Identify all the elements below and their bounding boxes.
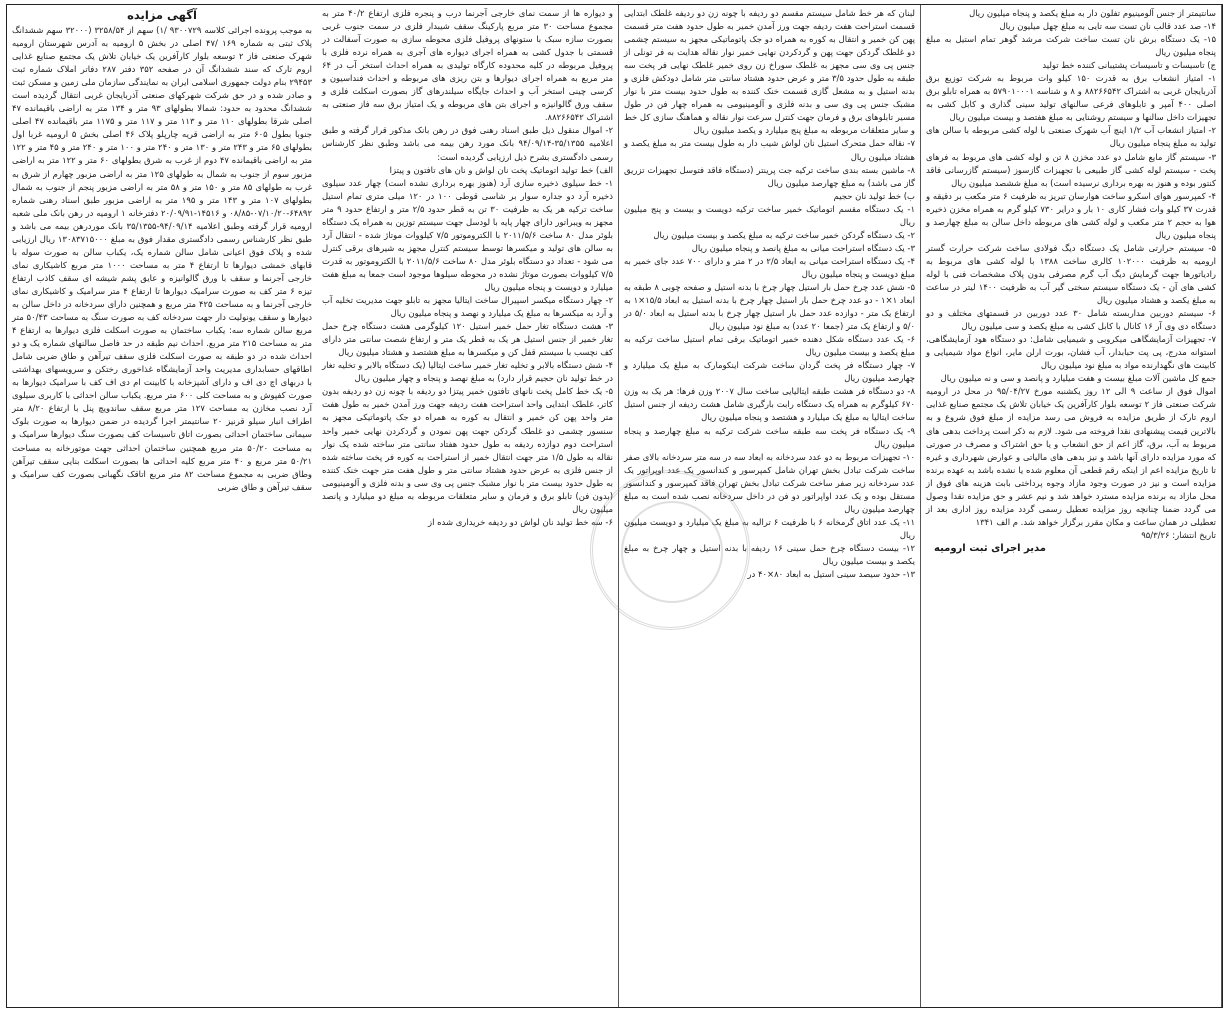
column-3	[619, 5, 921, 1007]
column-3-text: لبنان که هر خط شامل سیستم مقسم دو ردیفه با چونه زن دو ردیفه غلطک ابتدایی قسمت استراحت هفت ردیفه جهت ورز آمدن خمیر به طول حدود هفت متر قسمت پهن کن خمیر و انتقال به کوره به همراه دو جک پاتوماتیکی مجهز به سیستم چشمی دو غلطک گردکن جهت پهن و گردکردن نهایی خمیر نوار نقاله هدایت به فر تونلی از جنس پی وی سی مجهز به غلطک سوراخ زن روی خمیر غلطک نهایی فر پخت سه طبقه به طول حدود ۳/۵ متر و عرض حدود هشتاد سانتی متر شامل دودکش فلزی و بدنه استیل و به مشعل گازی قسمت خنک کننده به طول حدود بیست متر با نوار مشبک جنس پی وی سی و بدنه فلزی و آلومینیومی به همراه چهار فن در طول مسیر تابلوهای برق و فرمان جهت کنترل سرعت نوار نقاله و هماهنگ سازی کل خط و سایر متعلقات مربوطه به مبلغ پنج میلیارد و یکصد میلیون ریال ۷- نقاله حمل متحرک استیل نان لواش شیب دار به طول بیست متر به مبلغ یکصد و هشتاد میلیون ریال ۸- ماشین بسته بندی ساخت ترکیه جت پرینتر (دستگاه فاقد فتوسل تجهیزات تزریق گاز می باشد) به مبلغ چهارصد میلیون ریال ب) خط تولید نان حجیم ۱- یک دستگاه مقسم اتوماتیک خمیر ساخت ترکیه دویست و بیست و پنج میلیون ریال ۲- یک دستگاه گردکن خمیر ساخت ترکیه به مبلغ یکصد و بیست میلیون ریال ۳- یک دستگاه استراحت میانی به مبلغ پانصد و پنجاه میلیون ریال ۴- یک دستگاه استراحت میانی به ابعاد ۲/۵ در ۲ متر و دارای ۷۰۰ عدد جای خمیر به مبلغ دویست و پنجاه میلیون ریال ۵- شش عدد چرخ حمل بار استیل چهار چرخ با بدنه استیل و صفحه چوبی ۸ طبقه به ابعاد ۱×۱ - دو عدد چرخ حمل بار استیل چهار چرخ با بدنه استیل به ابعاد ۱۵/۵×۱ به ارتفاع یک متر - دوازده عدد حمل بار استیل چهار چرخ با بدنه استیل به ابعاد ۵/۰ در ۵/۰ و ارتفاع یک متر (جمعا ۲۰ عدد) به مبلغ نود میلیون ریال ۶- یک عدد دستگاه شکل دهنده خمیر اتوماتیک برقی تمام استیل ساخت ترکیه به مبلغ یکصد و بیست میلیون ریال ۷- چهار دستگاه فر پخت گردان ساخت شرکت اینکومارک به مبلغ یک میلیارد و چهارصد میلیون ریال ۸- دو دستگاه فر هشت طبقه ایتالیایی ساخت سال ۲۰۰۷ وزن فرها: هر یک به وزن ۶۷۰ کیلوگرم به همراه یک دستگاه رابت بارگیری شامل هشت ردیفه از جنس استیل ساخت ایتالیا به مبلغ یک میلیارد و هشتصد و پنجاه میلیون ریال ۹- یک دستگاه فر پخت سه طبقه ساخت شرکت ترکیه به مبلغ چهارصد و پنجاه میلیون ریال ۱۰- تجهیزات مربوط به دو عدد سردخانه به ابعاد سه در سه متر سردخانه بالای صفر ساخت شرکت تبادل بخش تهران شامل کمپرسور و کندانسور یک عدد اوپراتور یک عدد سردخانه زیر صفر ساخت شرکت تبادل بخش تهران فاقد کمپرسور و کندانسور مستقل بوده و یک عدد اواپراتور دو فن در داخل سردخانه نصب شده است به مبلغ چهارصد میلیون ریال ۱۱- یک عدد اتاق گرمخانه ۶ با ظرفیت ۶ ترالیه به مبلغ یک میلیارد و دویست میلیون ریال ۱۲- بیست دستگاه چرخ حمل سینی ۱۶ ردیفه با بدنه استیل و چهار چرخ به مبلغ یکصد و بیست میلیون ریال ۱۳- حدود سیصد سینی استیل به ابعاد ۸۰×۴۰ در	[624, 8, 915, 580]
signature: مدیر اجرای ثبت ارومیه	[934, 542, 1046, 554]
column-1	[7, 5, 317, 1007]
notice-title: آگهی مزایده	[127, 8, 197, 22]
column-4-text: سانتیمتر از جنس آلومینیوم تفلون دار به مبلغ یکصد و پنجاه میلیون ریال ۱۴- صد عدد قالب نان تست سه تایی به مبلغ چهل میلیون ریال ۱۵- یک دستگاه برش نان تست ساخت شرکت مرشد گوهر تمام استیل به مبلغ پنجاه میلیون ریال ج) تاسیسات و تاسیسات پشتیبانی کننده خط تولید ۱- امتیاز انشعاب برق به قدرت ۱۵۰ کیلو وات مربوط به شرکت توزیع برق آذربایجان غربی به اشتراک ۸۸۲۶۶۵۴۲ و ۸ و شناسه ۵۷۹۰۱۰۰۰۱ به همراه تابلو برق اصلی ۴۰۰ آمپر و تابلوهای فرعی سالنهای تولید سینی گذاری و کابل کشی به تجهیزات داخل سالنها و سیستم روشنایی به مبلغ هفتصد و بیست میلیون ریال ۲- امتیاز انشعاب آب ۱/۲ اینچ آب شهرک صنعتی با لوله کشی مربوطه با سالن های تولید به مبلغ پنجاه میلیون ریال ۳- سیستم گاز مایع شامل دو عدد مخزن ۸ تن و لوله کشی های مربوط به فرهای پخت - سیستم لوله کشی گاز طبیعی با تجهیزات گازسوز (سیستم گازرسانی فاقد کنتور بوده و هنوز به بهره برداری نرسیده است) به مبلغ ششصد میلیون ریال ۴- کمپرسور هوای اسکرو ساخت هوارسان تبریز به ظرفیت ۶ متر مکعب بر دقیقه و قدرت ۳۷ کیلو وات فشار کاری ۱۰ بار و درایر ۷۳۰ کیلو گرم به همراه مخزن ذخیره هوا به حجم ۲ متر مکعب و لوله کشی های مربوطه داخل سالن به مبلغ چهارصد و پنجاه میلیون ریال ۵- سیستم حرارتی شامل یک دستگاه دیگ فولادی ساخت شرکت حرارت گستر ارومیه به ظرفیت ۱۰۲۰۰۰ کالری ساخت ۱۳۸۸ با لوله کشی های مربوط به رادیاتورها جهت گرمایش دیگ آب گرم مصرفی بدون پلاک مشخصات فنی با لوله کشی های آن - یک دستگاه سیستم سختی گیر آب به ظرفیت ۱۴۰۰ لیتر در ساعت به مبلغ یکصد و هشتاد میلیون ریال ۶- سیستم دوربین مداربسته شامل ۳۰ عدد دوربین در قسمتهای مختلف و دو دستگاه دی وی آر ۱۶ کانال با کابل کشی به مبلغ یکصد و سی میلیون ریال ۷- تجهیزات آزمایشگاهی میکروبی و شیمیایی شامل: دو دستگاه هود آزمایشگاهی، استوانه مدرج، پی پت حبابدار، آب فشان، بورت ارلن مایر، انواع مواد شیمیایی و کابینت های نگهدارنده مواد به مبلغ نود میلیون ریال جمع کل ماشین آلات مبلغ بیست و هفت میلیارد و پانصد و سی و نه میلیون ریال اموال فوق از ساعت ۹ الی ۱۲ روز یکشنبه مورخ ۹۵/۰۴/۲۷ در محل در ارومیه شرکت صنعتی فاز ۲ توسعه بلوار کارآفرین یک خیابان تلاش یک مجتمع صنایع غذایی اروم تارک از طریق مزایده به فروش می رسد مزایده از مبلغ فوق شروع و به بالاترین قیمت پیشنهادی نقدا فروخته می شود. لازم به ذکر است پرداخت بدهی های مربوط به آب، برق، گاز اعم از حق انشعاب و یا حق اشتراک و مصرف در صورتی که مورد مزایده دارای آنها باشد و نیز بدهی های مالیاتی و عوارض شهرداری و غیره تا تاریخ مزایده اعم از اینکه رقم قطعی آن معلوم شده یا نشده باشد به عهده برنده مزایده است و نیز در صورت وجود مازاد وجوه پرداختی بابت هزینه های فوق از محل مازاد به برنده مزایده مسترد خواهد شد و نیم عشر و حق مزایده نقدا وصول می گردد ضمنا چنانچه روز مزایده تعطیل رسمی گردد مزایده روز اداری بعد از تعطیلی در همان ساعت و مکان مقرر برگزار خواهد شد. م الف ۱۳۴۱ تاریخ انتشار: ۹۵/۳/۲۶	[926, 8, 1216, 540]
column-4	[921, 5, 1222, 1007]
column-2	[317, 5, 619, 1007]
column-2-text: و دیواره ها از سمت نمای خارجی آجرنما درب و پنجره فلزی ارتفاع ۴۰/۲ متر به مجموع مساحت ۳۰ متر مربع پارکینگ سقف شیبدار فلزی در سمت جنوب غربی بصورت سازه سبک با ستونهای پروفیل فلزی محوطه سازی به صورت آسفالت در قسمتی با جدول کشی به همراه اجرای دیواره های آجری به همراه نرده فلزی با پروفیل مربوطه در کلیه محدوده کارگاه تولیدی به همراه احداث استخر آب در ۶۴ متر مربع به همراه اجرای دیوارها و بتن ریزی های مربوطه و احداث فنداسیون و کرسی چینی استخر آب و احداث جایگاه سیلندرهای گاز بصورت اسکلت فلزی و سقف ورق گالوانیزه و اجرای بتن های مربوطه و یک امتیاز برق سه فاز صنعتی به اشتراک ۸۸۲۶۶۵۴۲. ۲- اموال منقول ذیل طبق اسناد رهنی فوق در رهن بانک مذکور قرار گرفته و طبق اعلامیه ۳۵/۱۳۵۵-۹۴/۰۹/۱۴ بانک مورد رهن بیمه می باشد وطبق نظر کارشناس رسمی دادگستری بشرح ذیل ارزیابی گردیده است: الف) خط تولید اتوماتیک پخت نان لواش و نان های تافتون و پیتزا ۱- خط سیلوی ذخیره سازی آرد (هنوز بهره برداری نشده است) چهار عدد سیلوی ذخیره آرد دو جداره سوار بر شاسی قوطی ۱۰۰ در ۱۲۰ میلی متری تمام استیل ساخت ترکیه هر یک به ظرفیت ۳۰ تن به قطر حدود ۲/۵ متر و ارتفاع حدود ۹ متر مجهز به ویبراتور دارای چهار پایه با لودسل جهت سیستم توزین به همراه یک دستگاه بلوئر مدل ۸۰ ساخت ۲۰۱۱/۵/۶ با الکتروموتور ۷/۵ کیلووات موتاژ شده - انتقال آرد به سالن های تولید و میکسرها توسط سیستم کنترل مجهز به شیرهای برقی کنترل می شود - تعداد دو دستگاه بلوئر مدل ۸۰ ساخت ۲۰۱۱/۵/۶ با الکتروموتور به قدرت ۷/۵ کیلووات بصورت موتاژ نشده در محوطه سیلوها موجود است جمعا به مبلغ هفت میلیارد و دویست و پنجاه میلیون ریال ۲- چهار دستگاه میکسر اسپیرال ساخت ایتالیا مجهز به تابلو جهت مدیریت تخلیه آب و آرد به میکسرها به مبلغ یک میلیارد و نهصد و پنجاه میلیون ریال ۳- هشت دستگاه تغار حمل خمیر استیل ۱۲۰ کیلوگرمی هشت دستگاه چرخ حمل تغار خمیر از جنس استیل هر یک به قطر یک متر و ارتفاع شصت سانتی متر دارای کف نچسب با سیستم قفل کن و میکسرها به مبلغ هشتصد و هشتاد میلیون ریال ۴- شش دستگاه بالابر و تخلیه تغار خمیر ساخت ایتالیا (یک دستگاه بالابر و تخلیه تغار در خط تولید نان حجیم قرار دارد) به مبلغ نهصد و پنجاه و چهار میلیون ریال ۵- یک خط کامل پخت نانهای تافتون خمیر پیتزا دو ردیفه با چونه زن دو ردیفه بدون کاتر، غلطک ابتدایی واحد استراحت هفت ردیفه جهت ورز آمدن خمیر به طول هفت متر واحد پهن کن خمیر و انتقال به کوره به همراه دو جک پاتوماتیکی مجهز به سنسور چشمی دو غلطک گردکن جهت پهن نمودن و گردکردن نهایی خمیر واحد استراحت دوم دوازده ردیفه به طول حدود هفتاد سانتی متر ساخته شده یک نوار نقاله به طول ۱/۵ متر جهت انتقال خمیر از استراحت به کوره فر پخت ساخته شده از جنس فلزی به عرض حدود هشتاد سانتی متر و طول هفت متر جهت خنک کننده به طول حدود بیست متر با نوار مشبک جنس پی وی سی و بدنه فلزی و آلومینیومی (بدون فن) تابلو برق و فرمان و سایر متعلقات مربوطه به مبلغ دو میلیارد و پانصد میلیون ریال ۶- سه خط تولید نان لواش دو ردیفه خریداری شده از	[322, 8, 614, 527]
column-1-text: به موجب پرونده اجرائی کلاسه ۹۳۰۰۷۲۹ /۱) سهم از ۳۲۵۸/۵۴ (۳۲۰۰۰ سهم ششدانگ پلاک ثبتی به شماره ۱۶۹ /۴۷ اصلی در بخش ۵ ارومیه به آدرس شهرستان ارومیه شهرک صنعتی فاز ۲ توسعه بلوار کارآفرین یک خیابان تلاش یک مجتمع صنایع غذایی اروم تارک که سند ششدانگ آن در صفحه ۳۵۲ دفتر ۲۸۷ دفاتر املاک شماره ثبت ۲۹۴۵۳ بنام دولت جمهوری اسلامی ایران به نمایندگی سازمان ملی زمین و مسکن ثبت و صادر شده و در حق شرکت شهرکهای صنعتی آذربایجان غربی انتقال گردیده است ششدانگ محدود به حدود: شمالا بطولهای ۹۳ متر و ۱۳۴ متر به اراضی باقیمانده ۴۷ اصلی شرقا بطولهای ۱۱۰ متر و ۱۱۳ متر و ۱۱۷ متر و ۱۱۷۵ متر باقیمانده ۴۷ اصلی جنوبا بطول ۶۰۵ متر به اراضی قریه چارپلو پلاک ۴۶ اصلی بخش ۵ ارومیه غربا اول بطولهای ۶۵ متر و ۲۴۳ متر و ۱۳۰ متر و ۲۴۰ متر و ۱۰۰ متر و ۲۴۰ متر و ۴۵ متر و ۱۲۲ متر به اراضی باقیمانده ۴۷ دوم از غرب به شرق بطولهای ۶۰ متر و ۱۲۲ متر به اراضی مزبور سوم از جنوب به شمال به طولهای ۱۲۵ متر به اراضی مزبور چهارم از شرق به غرب به طولهای ۸۵ متر و ۱۵۰ متر و ۵۸ متر به اراضی مزبور پنجم از جنوب به شمال بطولهای ۱۰۷ متر و ۱۴۳ متر و ۱۹۵ متر به اراضی مزبور طبق اسناد رهنی شماره ۶۴۸۹۲-۰۷/۱۰/۲۰-۰۸/۸۵ و ۱۴۵۱۶-۲۰/۰۹/۹۱ دفترخانه ۱ ارومیه در رهن بانک ملی شعبه ارومیه قرار گرفته وطبق اعلامیه ۹۴/۰۹/۱۴-۳۵/۱۳۵۵ بانک موردرهن بیمه می باشد و طبق نظر کارشناس رسمی دادگستری مقدار فوق به مبلغ ۱۳۰۸۳۷۱۵۰۰۰ ریال ارزیابی شده و پلاک فوق اعیانی شامل سالن شماره یک، یکباب سالن به صورت سوله با قابهای خمشی دیوارها تا ارتفاع ۴ متر به مساحت ۱۰۰۰ متر مربع کاشیکاری نمای خارجی آجرنما و سقف با ورق گالوانیزه و عایق پشم شیشه ای سقف کاذب ارتفاع تیزه ۶ متر کف به صورت سرامیک دیوارها تا ارتفاع ۴ متر سرامیک و کاشیکاری نمای خارجی آجرنما و به مساحت ۴۲۵ متر مربع و همچنین دارای سردخانه در داخل سالن به دیوارها و سقف یونولیت دار جهت سردخانه کف به صورت سنگ به مساحت ۵۰/۴۳ متر مربع سالن شماره سه: یکباب ساختمان به صورت اسکلت فلزی دیوارها به ارتفاع ۴ متر به مساحت ۲۱۵ متر مربع. احداث نیم طبقه در حد فاصل سالنهای شماره یک و دو احداث شده در دو طبقه به صورت اسکلت فلزی سقف تیرآهن و طاق ضربی شامل اطاقهای حسابداری مدیریت واحد آزمایشگاه غذاخوری رختکن و سرویسهای بهداشتی با دربهای اچ دی اف و دارای آشپزخانه با کابینت ام دی اف کف با سرامیک دیوارها به صورت کفپوش و به مساحت کلی ۶۰۰ متر مربع. یکباب سالن احداثی با کاربری سیلوی آرد نصب مخازن به مساحت ۱۲۷ متر مربع سقف ساندویچ پنل با ارتفاع ۸/۲۰ متر اطراف انبار سیلو قرنیز ۲۰ سانتیمتر اجرا گردیده در ضمن دیوارها به صورت بلوک سیمانی ساختمان احداثی بصورت اتاق تاسیسات کف بصورت سنگ دیوارها سرامیک و به مساحت ۵۰/۲۰ متر مربع همچنین ساختمان احداثی جهت موتورخانه به مساحت ۵۰/۲۱ متر مربع و ۴۰ متر مربع کلیه احداثی ها بصورت اسکلت بنایی سقف تیرآهن وطاق ضربی به مجموع مساحت ۸۲ متر مربع اتاقک نگهبانی بصورت کف سرامیک و سقف تیرآهن و طاق ضربی	[12, 25, 313, 492]
newspaper-notice	[6, 4, 1223, 1008]
